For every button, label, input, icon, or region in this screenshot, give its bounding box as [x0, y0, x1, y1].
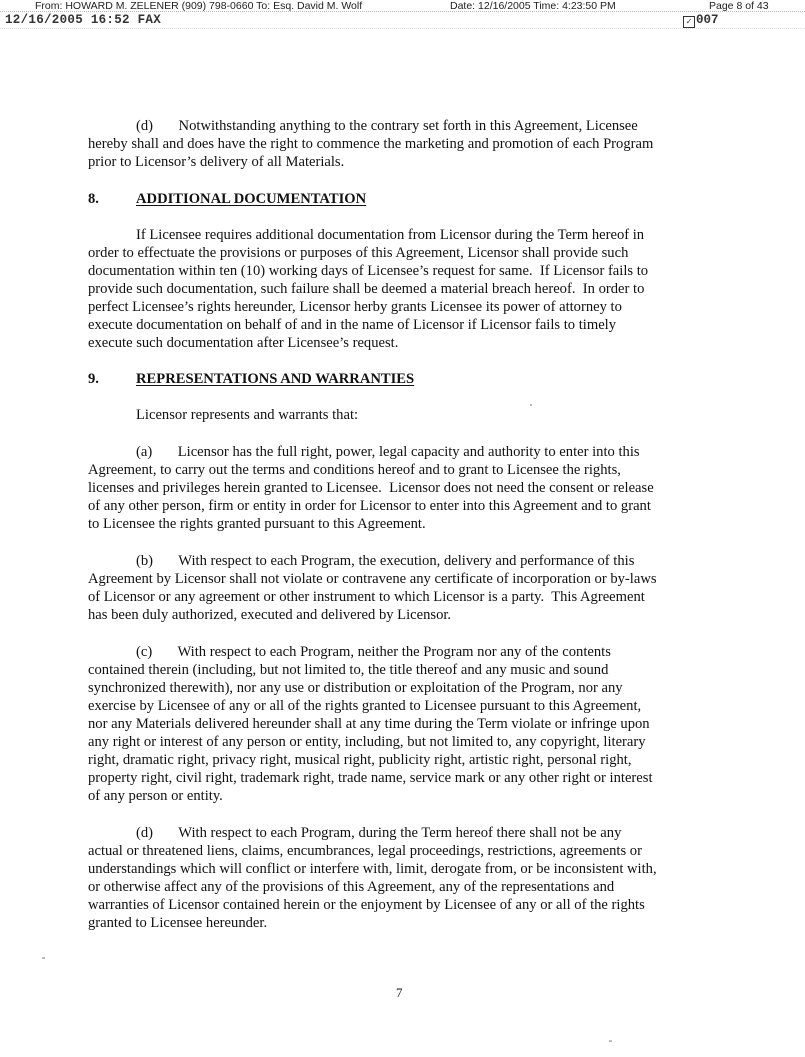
text-line: (a) Licensor has the full right, power, legal capacity and authority to enter into this	[136, 444, 640, 460]
section-9-intro: Licensor represents and warrants that:	[136, 407, 359, 423]
text-line: execute such documentation after Licensee’s request.	[88, 335, 399, 351]
section-8-title-text: ADDITIONAL DOCUMENTATION	[136, 191, 367, 207]
text-line: prior to Licensor’s delivery of all Materials.	[88, 154, 345, 170]
text-line: to Licensee the rights granted pursuant to this Agreement.	[88, 516, 426, 532]
text-line: warranties of Licensor contained herein or the enjoyment by Licensee of any or all of the rights	[88, 897, 645, 913]
text-line: (c) With respect to each Program, neither the Program nor any of the contents	[136, 644, 611, 660]
text-line: order to effectuate the provisions or purposes of this Agreement, Licensor shall provide such	[88, 245, 629, 261]
text-line: or otherwise affect any of the provisions of this Agreement, any of the representations and	[88, 879, 615, 895]
text-line: of Licensor or any agreement or other instrument to which Licensor is a party. This Agreement	[88, 589, 645, 605]
text-line: (d) With respect to each Program, during the Term hereof there shall not be any	[136, 825, 622, 841]
text-line: any right or interest of any person or entity, including, but not limited to, any copyright, literary	[88, 734, 646, 750]
page-number: 7	[396, 985, 403, 1000]
text-line: Agreement, to carry out the terms and conditions hereof and to grant to Licensee the rights,	[88, 462, 621, 478]
fax-date-time: Date: 12/16/2005 Time: 4:23:50 PM	[450, 0, 616, 12]
text-line: has been duly authorized, executed and delivered by Licensor.	[88, 607, 452, 623]
text-line: provide such documentation, such failure shall be deemed a material breach hereof. In order to	[88, 281, 645, 297]
text-line: perfect Licensee’s rights hereunder, Licensor herby grants Licensee its power of attorney to	[88, 299, 622, 315]
section-9-title-text: REPRESENTATIONS AND WARRANTIES	[136, 371, 415, 387]
fax-page-mark	[683, 13, 719, 27]
section-8-number: 8.	[88, 191, 99, 207]
fax-from: From: HOWARD M. ZELENER (909) 798-0660 To: Esq. David M. Wolf	[35, 0, 363, 12]
header-divider	[0, 11, 805, 12]
section-8-title	[136, 190, 366, 208]
text-line: right, dramatic right, privacy right, musical right, publicity right, artistic right, personal right,	[88, 752, 632, 768]
text-line: documentation within ten (10) working days of Licensee’s request for same. If Licensor fails to	[88, 263, 649, 279]
scan-speck	[42, 957, 45, 959]
scan-speck	[609, 1040, 612, 1042]
text-line: of any person or entity.	[88, 788, 223, 804]
section-9-title	[136, 370, 414, 388]
text-line: (d) Notwithstanding anything to the contrary set forth in this Agreement, Licensee	[136, 118, 638, 134]
fax-stamp: 12/16/2005 16:52 FAX	[5, 13, 162, 27]
text-line: synchronized therewith), nor any use or distribution or exploitation of the Program, nor any	[88, 680, 623, 696]
stamp-divider	[0, 28, 805, 29]
text-line: (b) With respect to each Program, the execution, delivery and performance of this	[136, 553, 635, 569]
section-9-number: 9.	[88, 371, 99, 387]
fax-page-count: Page 8 of 43	[709, 0, 769, 12]
text-line: licenses and privileges herein granted to Licensee. Licensor does not need the consent or release	[88, 480, 654, 496]
text-line: hereby shall and does have the right to commence the marketing and promotion of each Program	[88, 136, 654, 152]
text-line: understandings which will conflict or interfere with, limit, derogate from, or be inconsistent with,	[88, 861, 657, 877]
text-line: execute documentation on behalf of and in the name of Licensor if Licensor fails to timely	[88, 317, 617, 333]
text-line: granted to Licensee hereunder.	[88, 915, 268, 931]
text-line: contained therein (including, but not limited to, the title thereof and any music and sound	[88, 662, 609, 678]
fax-page-number: 007	[696, 13, 719, 27]
scan-speck	[530, 404, 532, 406]
text-line: If Licensee requires additional documentation from Licensor during the Term hereof in	[136, 227, 645, 243]
checkbox-page-icon: ✓	[683, 16, 695, 28]
text-line: nor any Materials delivered hereunder shall at any time during the Term violate or infringe upon	[88, 716, 650, 732]
text-line: actual or threatened liens, claims, encumbrances, legal proceedings, restrictions, agreements or	[88, 843, 642, 859]
text-line: property right, civil right, trademark right, trade name, service mark or any other right or interest	[88, 770, 653, 786]
text-line: of any other person, firm or entity in order for Licensor to enter into this Agreement and to grant	[88, 498, 651, 514]
text-line: exercise by Licensee of any or all of the rights granted to Licensee pursuant to this Agreement,	[88, 698, 642, 714]
text-line: Agreement by Licensor shall not violate or contravene any certificate of incorporation or by-laws	[88, 571, 657, 587]
